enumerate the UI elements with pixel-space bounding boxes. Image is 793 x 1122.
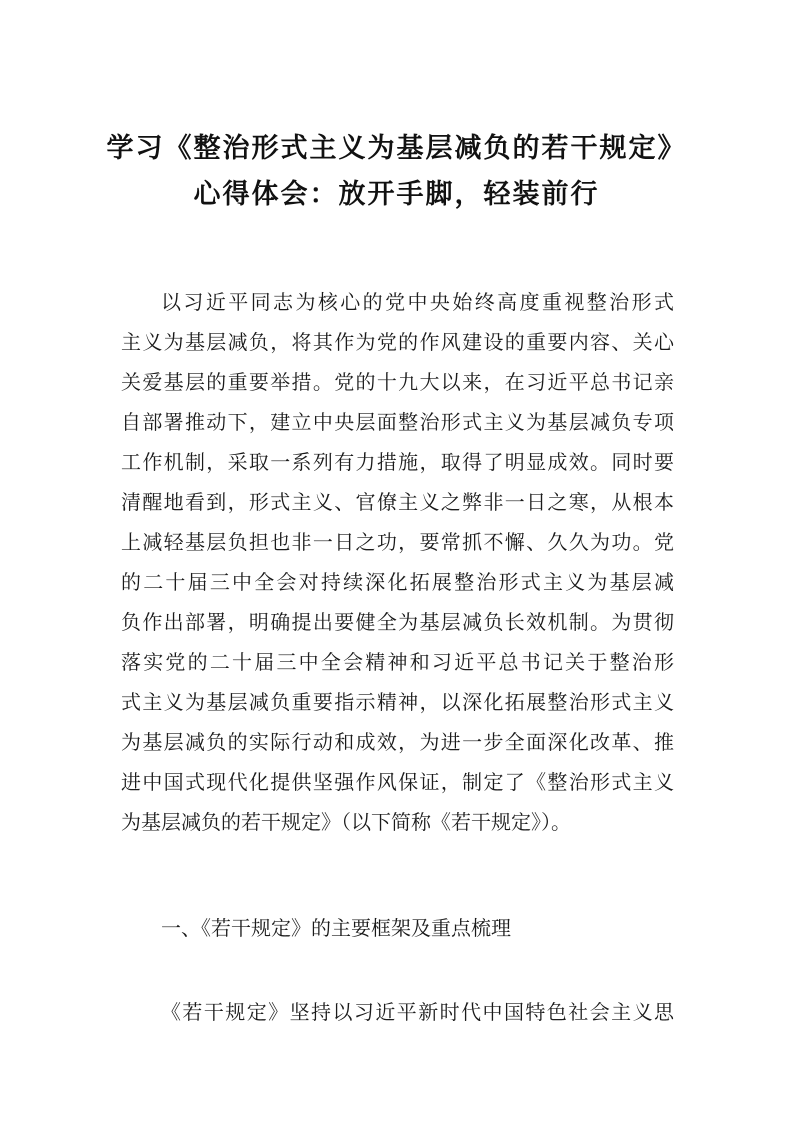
paragraph-line: 《若干规定》坚持以习近平新时代中国特色社会主义思 <box>161 1000 674 1024</box>
document-title-line-2: 心得体会：放开手脚，轻装前行 <box>193 179 600 210</box>
paragraph-line: 的二十届三中全会对持续深化拓展整治形式主义为基层减 <box>121 570 674 594</box>
section-heading: 一、《若干规定》的主要框架及重点梳理 <box>161 916 511 940</box>
paragraph-line: 自部署推动下，建立中央层面整治形式主义为基层减负专项 <box>121 410 674 434</box>
paragraph-line: 上减轻基层负担也非一日之功，要常抓不懈、久久为功。党 <box>121 530 674 554</box>
paragraph-line: 关爱基层的重要举措。党的十九大以来，在习近平总书记亲 <box>121 370 674 394</box>
paragraph-line: 负作出部署，明确提出要健全为基层减负长效机制。为贯彻 <box>121 610 674 634</box>
paragraph-line: 为基层减负的若干规定》（以下简称《若干规定》）。 <box>121 810 571 834</box>
paragraph-line: 主义为基层减负，将其作为党的作风建设的重要内容、关心 <box>121 330 674 354</box>
paragraph-line: 以习近平同志为核心的党中央始终高度重视整治形式 <box>161 290 674 314</box>
paragraph-line: 工作机制，采取一系列有力措施，取得了明显成效。同时要 <box>121 450 674 474</box>
paragraph-line: 落实党的二十届三中全会精神和习近平总书记关于整治形 <box>121 650 674 674</box>
paragraph-line: 式主义为基层减负重要指示精神，以深化拓展整治形式主义 <box>121 690 674 714</box>
document-title-line-1: 学习《整治形式主义为基层减负的若干规定》 <box>106 133 687 164</box>
paragraph-line: 清醒地看到，形式主义、官僚主义之弊非一日之寒，从根本 <box>121 490 674 514</box>
paragraph-line: 为基层减负的实际行动和成效，为进一步全面深化改革、推 <box>121 730 674 754</box>
paragraph-line: 进中国式现代化提供坚强作风保证，制定了《整治形式主义 <box>121 770 674 794</box>
